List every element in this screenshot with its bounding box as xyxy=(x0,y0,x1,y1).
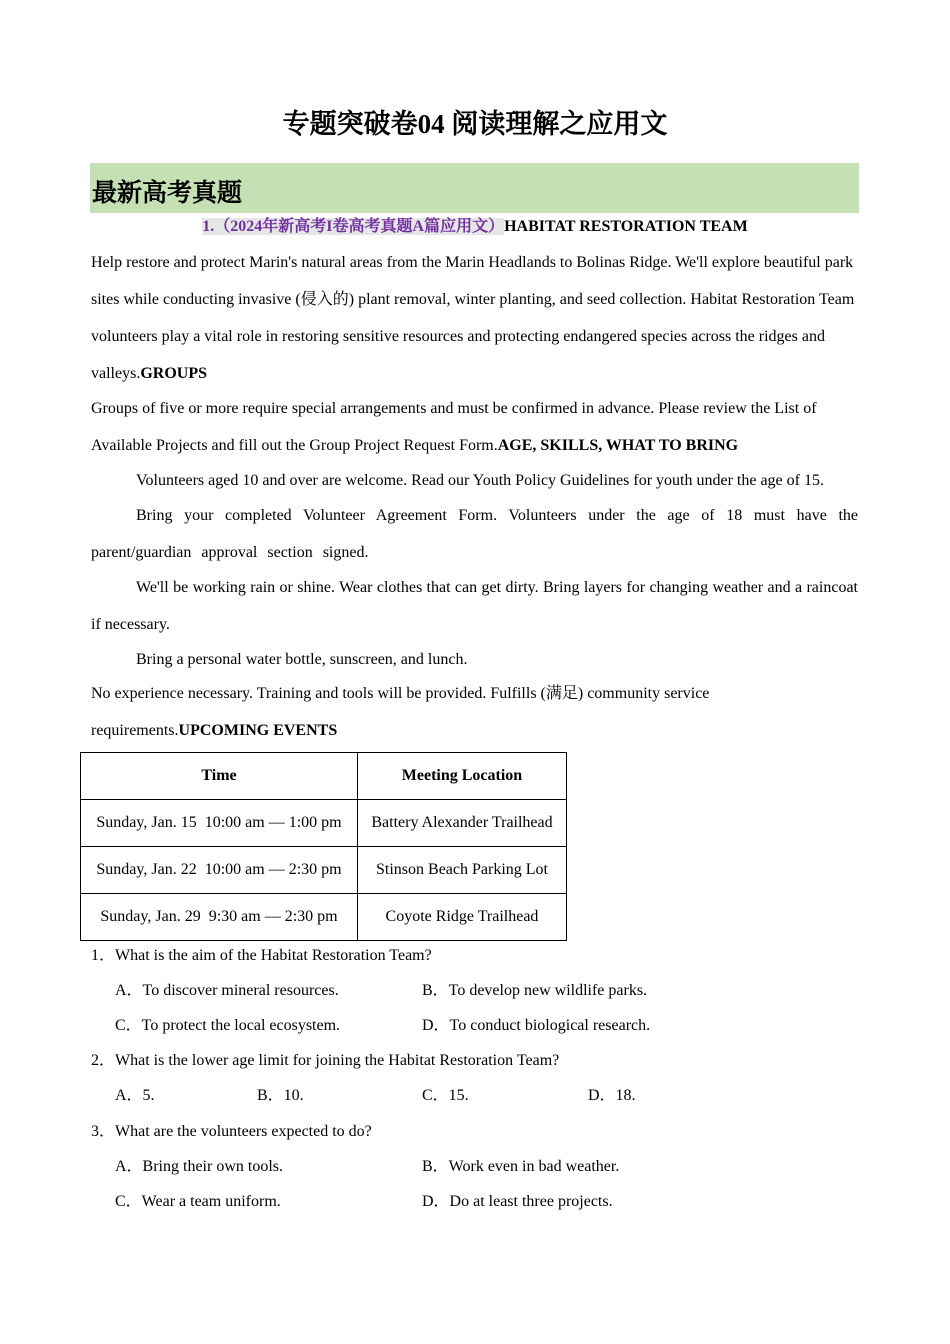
section-banner xyxy=(90,163,859,213)
question-2-option-d: D．18. xyxy=(588,1087,636,1104)
groups-text: Groups of five or more require special arrangements and must be confirmed in advance. Please review the List of Available Projects and fill out the Group Project Request Form. xyxy=(91,400,817,454)
question-2-stem: 2．What is the lower age limit for joining the Habitat Restoration Team? xyxy=(91,1052,560,1069)
table-header-location: Meeting Location xyxy=(358,753,567,800)
age-paragraph-4: Bring a personal water bottle, sunscreen, and lunch. xyxy=(136,651,468,668)
table-row xyxy=(81,800,567,847)
passage-heading xyxy=(0,216,950,238)
events-table xyxy=(80,752,567,941)
question-1-option-b: B．To develop new wildlife parks. xyxy=(422,982,648,999)
question-1-stem: 1．What is the aim of the Habitat Restoration Team? xyxy=(91,947,432,964)
table-header-time: Time xyxy=(81,753,358,800)
age-paragraph-2: Bring your completed Volunteer Agreement Form. Volunteers under the age of 18 must have the parent/guardian approval section signed. xyxy=(91,507,858,561)
event-location: Stinson Beach Parking Lot xyxy=(358,847,567,894)
age-paragraph-1: Volunteers aged 10 and over are welcome. Read our Youth Policy Guidelines for youth under the age of 15. xyxy=(136,472,824,489)
section-title: 最新高考真题 xyxy=(92,178,243,207)
event-location: Battery Alexander Trailhead xyxy=(358,800,567,847)
question-1-option-a: A．To discover mineral resources. xyxy=(115,982,339,999)
question-3-option-b: B．Work even in bad weather. xyxy=(422,1158,620,1175)
experience-text: No experience necessary. Training and tools will be provided. Fulfills (满足) community service requirements. xyxy=(91,685,710,739)
age-heading: AGE, SKILLS, WHAT TO BRING xyxy=(497,437,739,454)
event-time: Sunday, Jan. 29 9:30 am — 2:30 pm xyxy=(81,894,358,941)
groups-paragraph xyxy=(91,390,858,464)
question-2-option-c: C．15. xyxy=(422,1087,469,1104)
event-location: Coyote Ridge Trailhead xyxy=(358,894,567,941)
intro-paragraph xyxy=(91,244,858,392)
intro-text: Help restore and protect Marin's natural areas from the Marin Headlands to Bolinas Ridge. We'll explore beautiful park sites while conducting invasive (侵入的) plant removal, winter planting, and seed collection. Habitat Restoration Team volunteers play a vital role in restoring sensitive resources and protecting endangered species across the ridges and valleys. xyxy=(91,254,855,382)
question-3-stem: 3．What are the volunteers expected to do? xyxy=(91,1123,372,1140)
question-2-option-a: A．5. xyxy=(115,1087,155,1104)
question-2-option-b: B．10. xyxy=(257,1087,304,1104)
question-1-option-d: D．To conduct biological research. xyxy=(422,1017,651,1034)
experience-paragraph xyxy=(91,675,771,749)
table-header-row xyxy=(81,753,567,800)
groups-heading: GROUPS xyxy=(140,365,207,382)
table-row xyxy=(81,847,567,894)
document-title: 专题突破卷04 阅读理解之应用文 xyxy=(282,109,668,139)
event-time: Sunday, Jan. 22 10:00 am — 2:30 pm xyxy=(81,847,358,894)
question-3-option-d: D．Do at least three projects. xyxy=(422,1193,613,1210)
event-time: Sunday, Jan. 15 10:00 am — 1:00 pm xyxy=(81,800,358,847)
question-3-option-a: A．Bring their own tools. xyxy=(115,1158,283,1175)
passage-title: HABITAT RESTORATION TEAM xyxy=(504,218,748,235)
age-paragraph-3: We'll be working rain or shine. Wear clothes that can get dirty. Bring layers for changing weather and a raincoat if necessary. xyxy=(91,579,858,633)
question-1-option-c: C．To protect the local ecosystem. xyxy=(115,1017,341,1034)
question-3-option-c: C．Wear a team uniform. xyxy=(115,1193,281,1210)
events-heading: UPCOMING EVENTS xyxy=(178,722,338,739)
source-tag: 1.（2024年新高考I卷高考真题A篇应用文） xyxy=(202,218,505,235)
table-row xyxy=(81,894,567,941)
